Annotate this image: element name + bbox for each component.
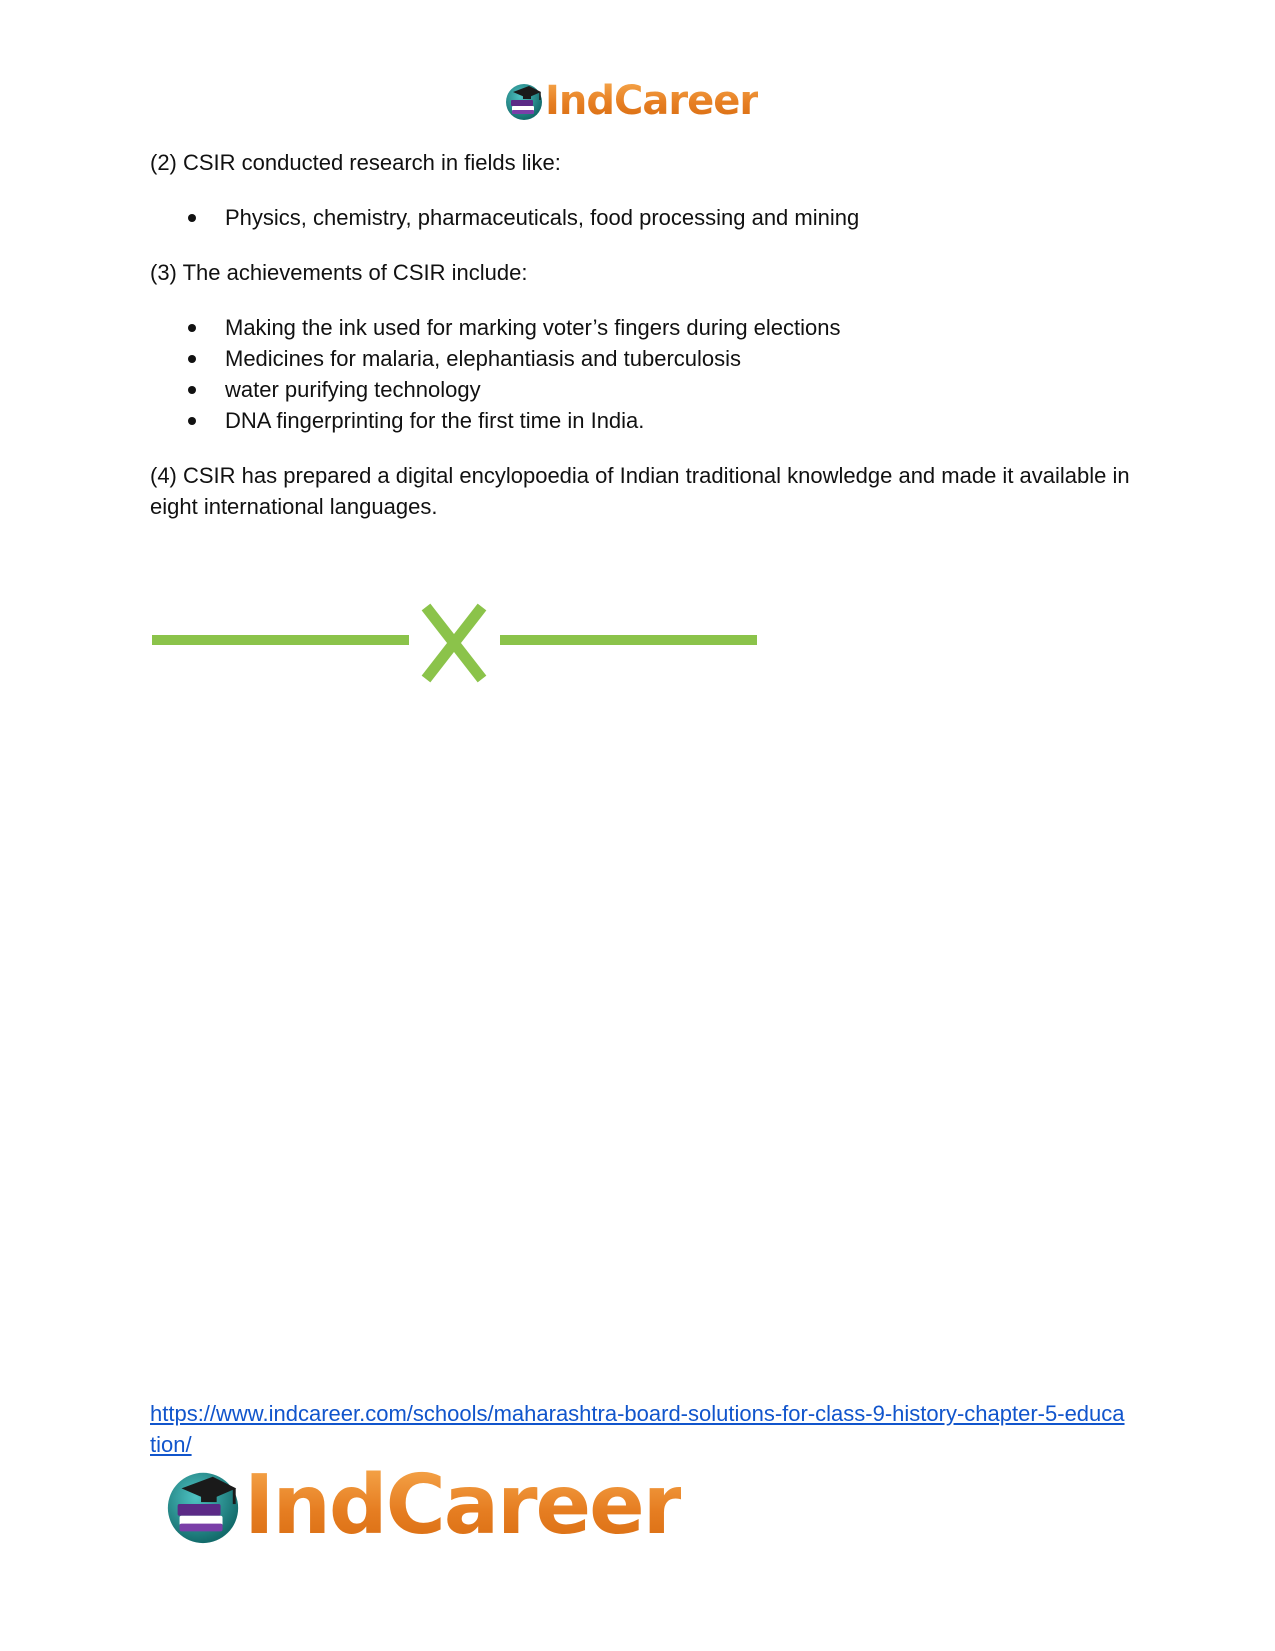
bullet-icon: [188, 214, 196, 222]
bullet-icon: [188, 417, 196, 425]
list-item: [150, 343, 1140, 374]
bullet-icon: [188, 355, 196, 363]
divider-line-left: [152, 635, 409, 645]
header-logo-text: IndCareer: [545, 78, 759, 124]
list-item: [150, 312, 1140, 343]
bullet-icon: [188, 324, 196, 332]
paragraph-4: (4) CSIR has prepared a digital encylopoedia of Indian traditional knowledge and made it available in eight international languages.: [150, 463, 1130, 519]
logo-globe-icon: [503, 80, 545, 122]
list-item: [150, 405, 1140, 436]
list-item-text: water purifying technology: [225, 377, 481, 402]
bullet-icon: [188, 386, 196, 394]
logo-globe-icon: [162, 1465, 244, 1547]
footer-logo-text: IndCareer: [244, 1458, 682, 1553]
divider-x-icon: [426, 607, 482, 679]
list-item: [150, 202, 1140, 233]
list-item-text: DNA fingerprinting for the first time in India.: [225, 408, 645, 433]
list-item: [150, 374, 1140, 405]
list-item-text: Physics, chemistry, pharmaceuticals, food processing and mining: [225, 205, 860, 230]
list-item-text: Making the ink used for marking voter’s fingers during elections: [225, 315, 841, 340]
footer-logo: [162, 1458, 682, 1553]
research-fields-list: [150, 202, 1140, 233]
paragraph-2-intro: (2) CSIR conducted research in fields like:: [150, 150, 561, 175]
paragraph-3-intro: (3) The achievements of CSIR include:: [150, 260, 528, 285]
achievements-list: [150, 312, 1140, 436]
section-divider: [152, 603, 762, 683]
divider-line-right: [500, 635, 757, 645]
document-body: [150, 147, 1140, 546]
source-link[interactable]: https://www.indcareer.com/schools/maharashtra-board-solutions-for-class-9-history-chapter-5-education/: [150, 1401, 1125, 1457]
header-logo: [503, 80, 758, 122]
list-item-text: Medicines for malaria, elephantiasis and tuberculosis: [225, 346, 742, 371]
